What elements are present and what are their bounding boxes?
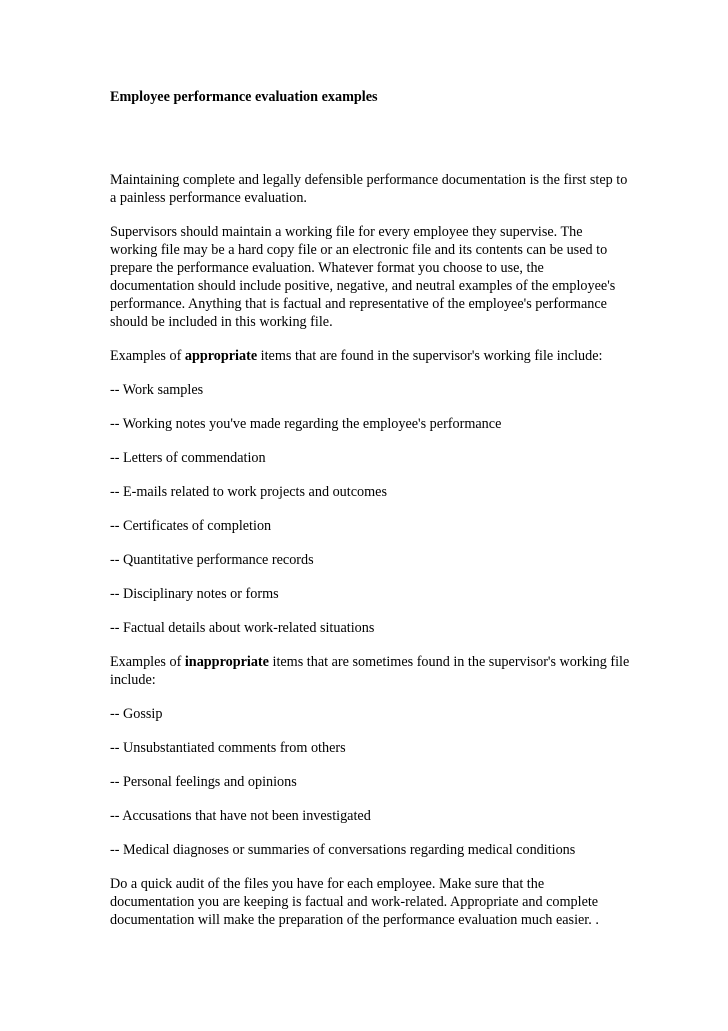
supervisors-paragraph: Supervisors should maintain a working file for every employee they supervise. The working file may be a hard copy file or an electronic file and its contents can be used to prepare the performance evaluation. Whatever format you choose to use, the documentation should include positive, negative, and neutral examples of the employee's performance. Anything that is factual and representative of the employee's performance should be included in this working file.	[110, 224, 616, 330]
inappropriate-suffix: items that are sometimes found in the supervisor's working file include:	[110, 654, 630, 688]
appropriate-heading	[110, 347, 630, 365]
list-item: -- Quantitative performance records	[110, 552, 314, 568]
list-item: -- Medical diagnoses or summaries of conversations regarding medical conditions	[110, 842, 576, 858]
appropriate-keyword: appropriate	[184, 348, 258, 364]
appropriate-prefix: Examples of	[110, 348, 185, 364]
list-item: -- Personal feelings and opinions	[110, 774, 297, 790]
list-item: -- Working notes you've made regarding the employee's performance	[110, 416, 502, 432]
list-item: -- Disciplinary notes or forms	[110, 586, 279, 602]
list-item: -- E-mails related to work projects and outcomes	[110, 484, 387, 500]
list-item: -- Gossip	[110, 706, 163, 722]
list-item: -- Factual details about work-related situations	[110, 620, 375, 636]
list-item: -- Certificates of completion	[110, 518, 272, 534]
list-item: -- Unsubstantiated comments from others	[110, 740, 346, 756]
inappropriate-list	[110, 705, 630, 859]
document-body	[110, 171, 630, 945]
list-item: -- Letters of commendation	[110, 450, 266, 466]
document-title: Employee performance evaluation examples	[110, 89, 378, 105]
list-item: -- Accusations that have not been investigated	[110, 808, 371, 824]
closing-paragraph: Do a quick audit of the files you have for each employee. Make sure that the documentation you are keeping is factual and work-related. Appropriate and complete documentation will make the preparation of the performance evaluation much easier. .	[110, 876, 599, 928]
inappropriate-heading	[110, 653, 630, 689]
inappropriate-keyword: inappropriate	[184, 654, 269, 670]
intro-paragraph: Maintaining complete and legally defensible performance documentation is the first step to a painless performance evaluation.	[110, 172, 628, 206]
inappropriate-prefix: Examples of	[110, 654, 185, 670]
appropriate-suffix: items that are found in the supervisor's working file include:	[257, 348, 603, 364]
list-item: -- Work samples	[110, 382, 204, 398]
appropriate-list	[110, 381, 630, 637]
